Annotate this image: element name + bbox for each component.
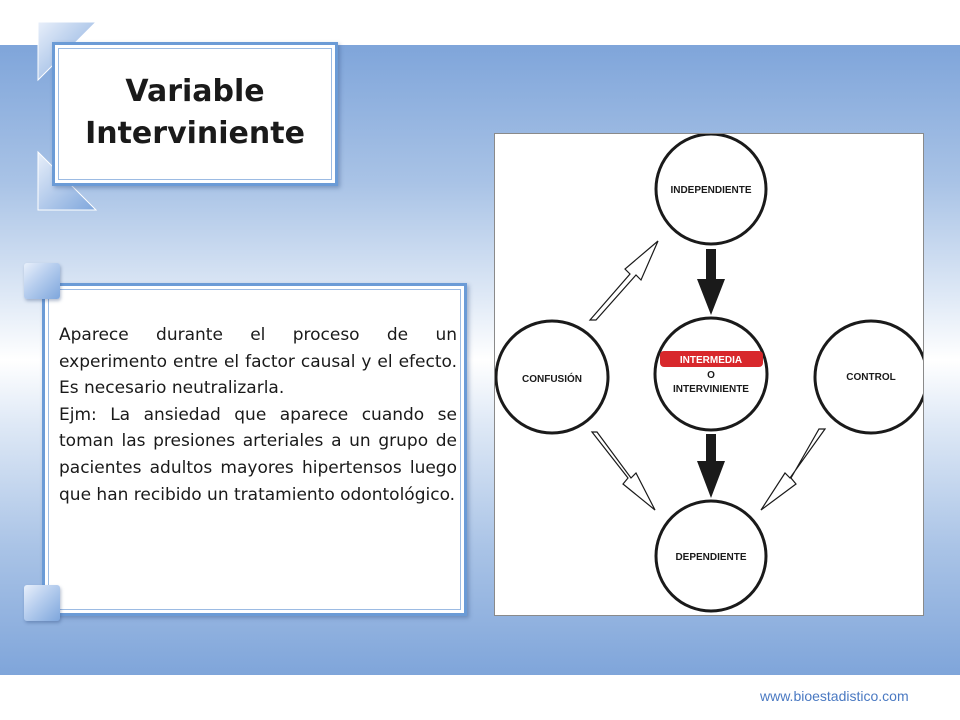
decorative-square-bottom [24, 585, 60, 621]
label-interviniente: INTERVINIENTE [673, 384, 749, 395]
definition-paragraph: Aparece durante el proceso de un experimento entre el factor causal y el efecto. Es necesario neutralizarla. [59, 325, 457, 399]
footer-url: www.bioestadistico.com [760, 688, 909, 704]
label-o: O [707, 370, 715, 381]
body-text [59, 322, 457, 508]
arrow-intermedia-to-dependiente [697, 434, 725, 498]
label-independiente: INDEPENDIENTE [670, 185, 752, 196]
content-box [42, 283, 467, 616]
arrow-control-to-dependiente [761, 429, 825, 510]
label-control: CONTROL [846, 372, 896, 383]
title-line-2: Interviniente [85, 116, 305, 151]
example-paragraph: Ejm: La ansiedad que aparece cuando se toman las presiones arteriales a un grupo de pacientes adultos mayores hipertensos luego que han recibido un tratamiento odontológico. [59, 404, 457, 505]
label-intermedia: INTERMEDIA [679, 355, 743, 366]
diagram-panel [494, 133, 924, 616]
arrow-independiente-to-intermedia [697, 249, 725, 315]
arrow-confusion-to-dependiente [592, 432, 655, 510]
title-line-1: Variable [125, 74, 265, 109]
arrow-confusion-to-independiente [590, 241, 658, 320]
decorative-square-top [24, 263, 60, 299]
slide-title [55, 71, 335, 155]
title-box [52, 42, 338, 186]
label-confusion: CONFUSIÓN [522, 374, 582, 385]
label-dependiente: DEPENDIENTE [675, 552, 747, 563]
variables-diagram [495, 134, 923, 615]
